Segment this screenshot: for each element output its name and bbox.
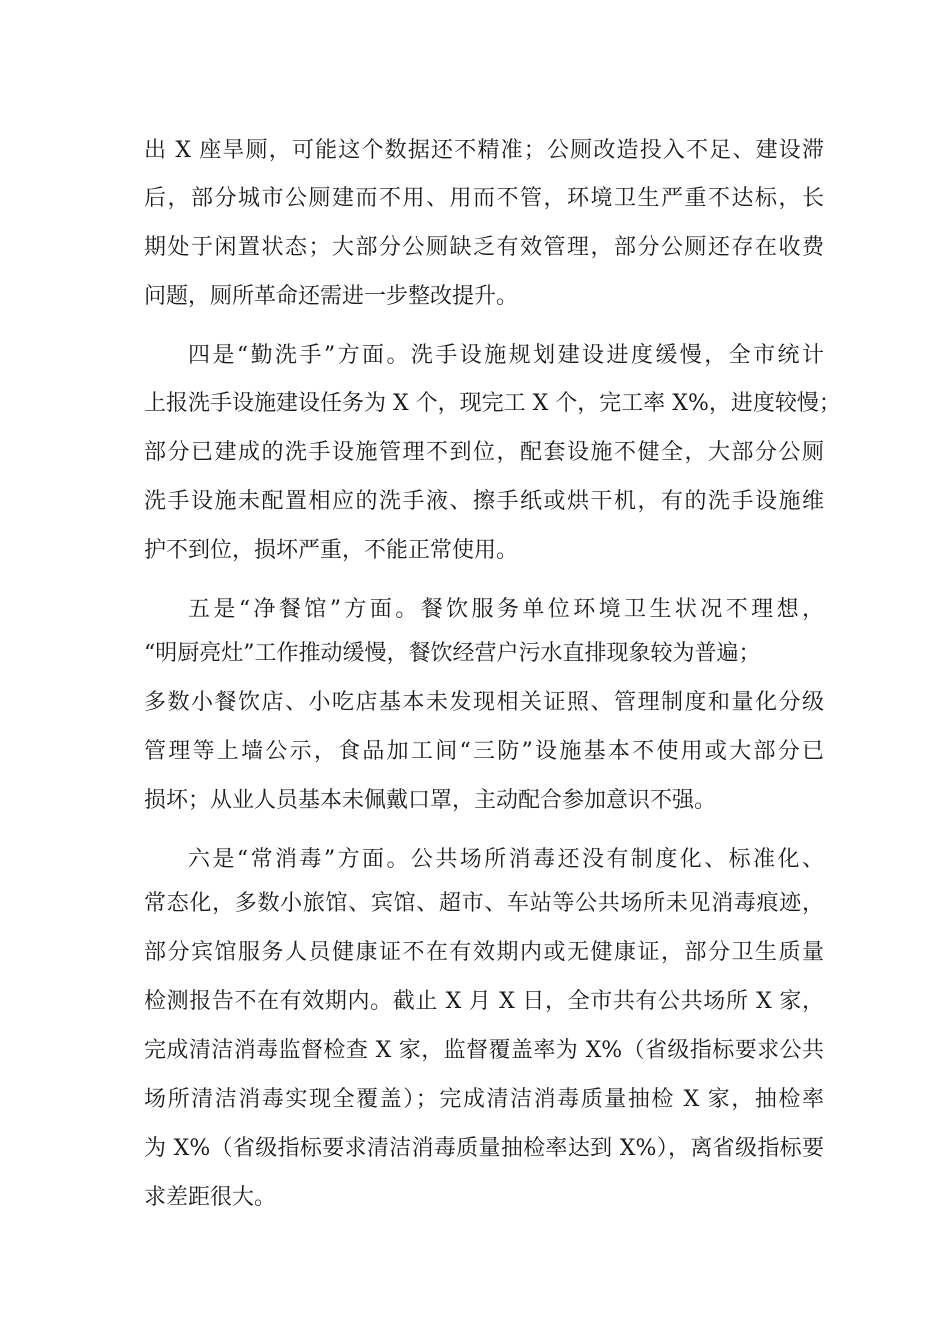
paragraph-first-line: 五是“净餐馆”方面。餐饮服务单位环境卫生状况不理想， bbox=[188, 597, 824, 622]
text-line: 上报洗手设施建设任务为 X 个，现完工 X 个，完工率 X%，进度较慢； bbox=[144, 391, 841, 416]
paragraph-first-line: 六是“常消毒”方面。公共场所消毒还没有制度化、标准化、 bbox=[188, 847, 824, 872]
paragraph-first-line: 四是“勤洗手”方面。洗手设施规划建设进度缓慢，全市统计 bbox=[188, 343, 824, 368]
text-line: 常态化，多数小旅馆、宾馆、超市、车站等公共场所未见消毒痕迹， bbox=[144, 891, 824, 916]
text-line: 求差距很大。 bbox=[144, 1185, 277, 1210]
text-line: 洗手设施未配置相应的洗手液、擦手纸或烘干机，有的洗手设施维 bbox=[144, 489, 824, 514]
text-line: 场所清洁消毒实现全覆盖）；完成清洁消毒质量抽检 X 家，抽检率 bbox=[144, 1087, 824, 1112]
text-line: 出 X 座旱厕，可能这个数据还不精准；公厕改造投入不足、建设滞 bbox=[144, 138, 824, 163]
text-line: 后，部分城市公厕建而不用、用而不管，环境卫生严重不达标，长 bbox=[144, 186, 824, 211]
text-line: 部分宾馆服务人员健康证不在有效期内或无健康证，部分卫生质量 bbox=[144, 940, 824, 965]
text-line: 检测报告不在有效期内。截止 X 月 X 日，全市共有公共场所 X 家， bbox=[144, 989, 824, 1014]
text-line: 为 X%（省级指标要求清洁消毒质量抽检率达到 X%），离省级指标要 bbox=[144, 1136, 824, 1161]
text-line: 部分已建成的洗手设施管理不到位，配套设施不健全，大部分公厕 bbox=[144, 440, 824, 465]
text-line: 管理等上墙公示，食品加工间“三防”设施基本不使用或大部分已 bbox=[144, 739, 824, 764]
text-line: 问题，厕所革命还需进一步整改提升。 bbox=[144, 284, 519, 309]
text-line: 多数小餐饮店、小吃店基本未发现相关证照、管理制度和量化分级 bbox=[144, 690, 824, 715]
text-line: 完成清洁消毒监督检查 X 家，监督覆盖率为 X%（省级指标要求公共 bbox=[144, 1038, 824, 1063]
text-line: 损坏；从业人员基本未佩戴口罩，主动配合参加意识不强。 bbox=[144, 788, 717, 813]
text-line: “明厨亮灶”工作推动缓慢，餐饮经营户污水直排现象较为普遍； bbox=[144, 641, 761, 666]
text-line: 期处于闲置状态；大部分公厕缺乏有效管理，部分公厕还存在收费 bbox=[144, 235, 824, 260]
text-line: 护不到位，损坏严重，不能正常使用。 bbox=[144, 538, 519, 563]
